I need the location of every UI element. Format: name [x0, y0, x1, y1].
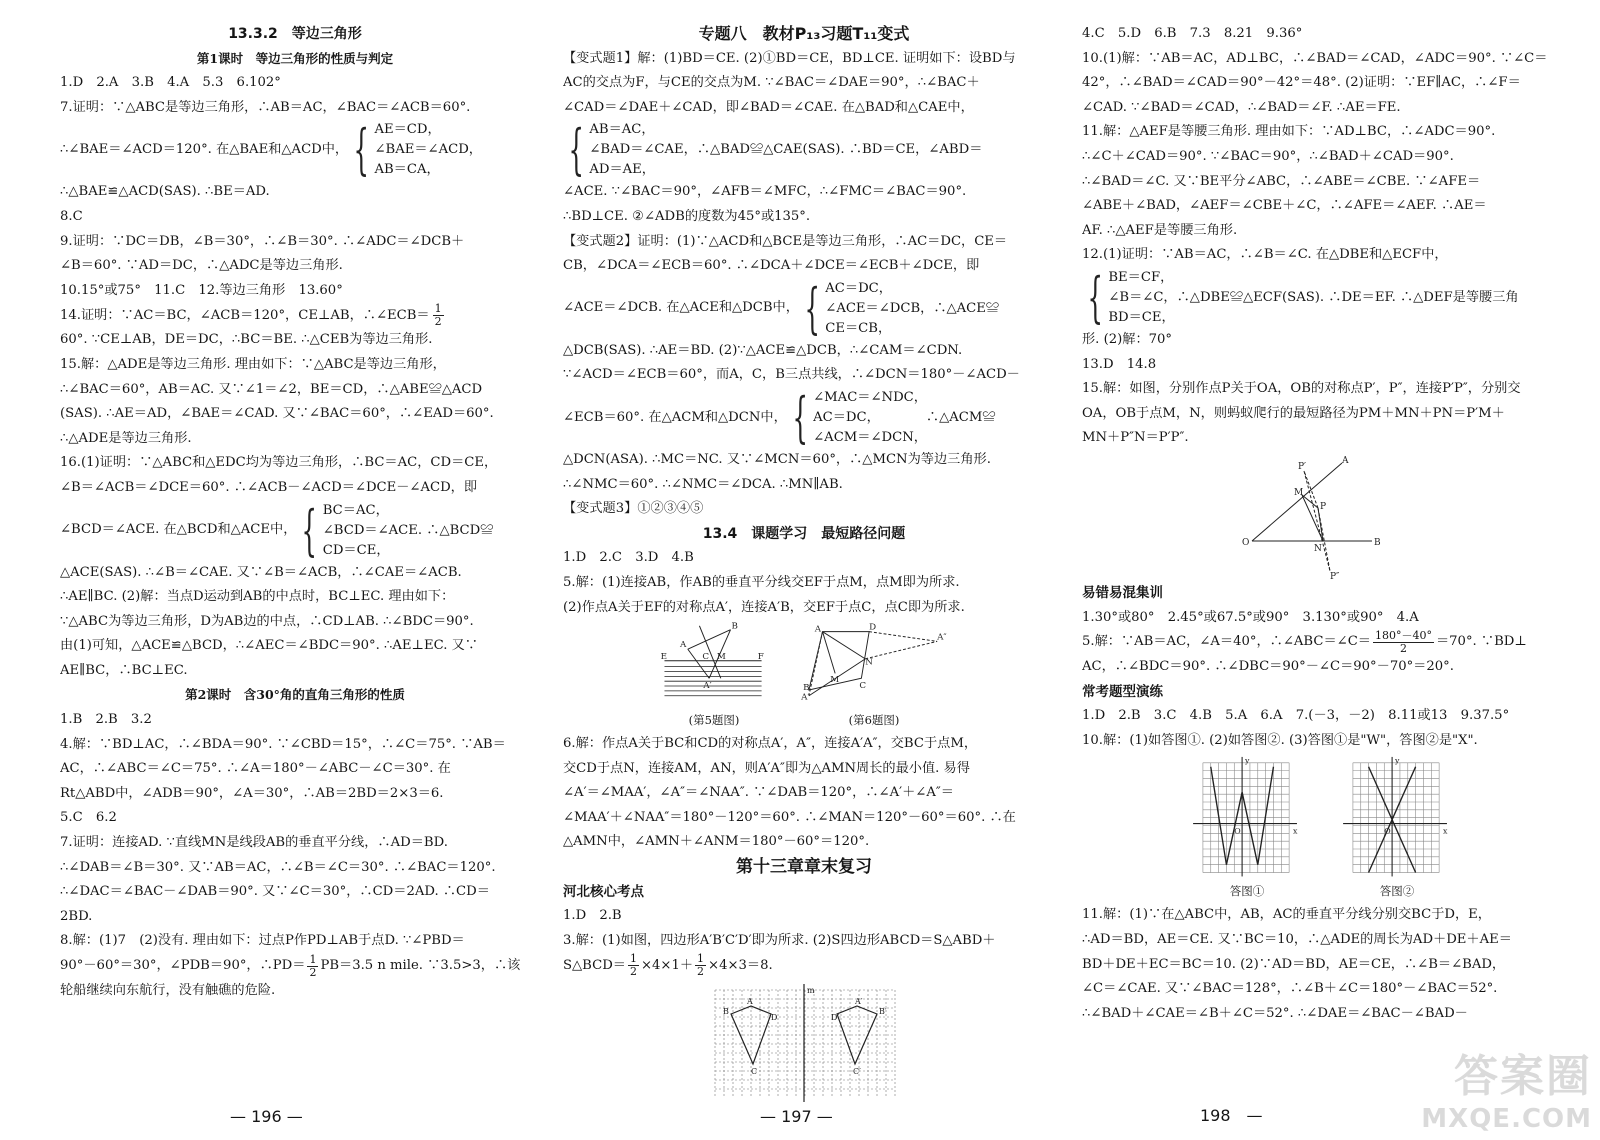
answer-line: ∴AE∥BC. (2)解：当点D运动到AB的中点时，BC⊥EC. 理由如下：	[60, 589, 455, 605]
brace-line: ∠B＝∠C，∴△DBE≌△ECF(SAS). ∴DE＝EF. ∴△DEF是等腰三角	[1108, 289, 1519, 305]
grid-figure	[563, 984, 1045, 1102]
answer-line: OA，OB于点M，N，则蚂蚁爬行的最短路径为PM＋MN＋PN＝P′M＋	[1082, 405, 1505, 421]
section-title: 13.4 课题学习 最短路径问题	[702, 525, 906, 542]
answer-line: 11.解：△AEF是等腰三角形. 理由如下：∵AD⊥BC，∴∠ADC＝90°.	[1082, 124, 1496, 140]
fraction-denominator: 2	[309, 966, 317, 979]
svg-text:O: O	[1234, 826, 1241, 836]
answer-text: 14.证明：∵AC＝BC，∠ACB＝120°，CE⊥AB，∴∠ECB＝	[60, 307, 430, 323]
fraction-denominator: 2	[629, 965, 637, 979]
answer-line: 【变式题3】①②③④⑤	[563, 501, 704, 517]
answer-line: AC，∴∠ABC＝∠C＝75°. ∴∠A＝180°－∠ABC－∠C＝30°. 在	[60, 761, 451, 777]
answer-line: ∴∠DAC＝∠BAC－∠DAB＝90°. 又∵∠C＝30°，∴CD＝2AD. ∴CD＝	[60, 884, 490, 900]
answer-line: 3.解：(1)如图，四边形A′B′C′D′即为所求. (2)S四边形ABCD＝S△ABD＋	[563, 932, 996, 948]
brace-symbol: {	[353, 118, 370, 182]
svg-text:D′: D′	[831, 1013, 840, 1023]
answer-line: 轮船继续向东航行，没有触礁的危险.	[60, 983, 276, 998]
answer-line: 2BD.	[60, 908, 93, 924]
brace-symbol: {	[792, 385, 808, 449]
answer-line: 8.解：(1)7 (2)没有. 理由如下：过点P作PD⊥AB于点D. ∵∠PBD＝	[60, 933, 465, 949]
answer-line: 【变式题2】证明：(1)∵△ACD和△BCE是等边三角形，∴AC＝DC，CE＝	[563, 233, 1008, 249]
answer-line: ∠ACE＝∠DCB. 在△ACE和△DCB中，	[563, 300, 799, 316]
brace-line: AC＝DC， ∴△ACM≌	[813, 409, 996, 425]
answer-text: 5.解：∵AB＝AC，∠A＝40°，∴∠ABC＝∠C＝	[1082, 634, 1371, 650]
answer-line: CB，∠DCA＝∠ECB＝60°. ∴∠DCA＋∠DCE＝∠ECB＋∠DCE，即	[563, 258, 980, 274]
answer-line: ∠B＝∠ACB＝∠DCE＝60°. ∴∠ACB－∠ACD＝∠DCE－∠ACD，即	[60, 479, 478, 495]
answer-line: (2)作点A关于EF的对称点A′，连接A′B，交EF于点C，点C即为所求.	[563, 599, 965, 615]
answer-line: ∴△BAE≌△ACD(SAS). ∴BE＝AD.	[60, 184, 270, 200]
brace-line: ∠ACE＝∠DCB，∴△ACE≌	[825, 300, 1000, 316]
answer-line: ∵△ABC为等边三角形，D为AB边的中点，∴CD⊥AB. ∴∠BDC＝90°.	[60, 613, 474, 629]
brace-condition-block	[563, 276, 1045, 340]
figure-6	[799, 620, 949, 732]
answer-line: 42°，∴∠BAD＝∠CAD＝90°－42°＝48°. (2)证明：∵EF∥AC，∴∠F＝	[1082, 75, 1521, 91]
brace-line: AB＝CA，	[374, 162, 440, 178]
answer-line: ∠ACE. ∵∠BAC＝90°，∠AFB＝∠MFC，∴∠FMC＝∠BAC＝90°.	[563, 184, 967, 200]
svg-text:C: C	[702, 651, 710, 662]
answer-line: AE∥BC，∴BC⊥EC.	[60, 662, 188, 678]
brace-line: AC＝DC，	[825, 280, 892, 296]
figure-caption: 答图②	[1379, 883, 1415, 898]
svg-text:A′: A′	[801, 692, 810, 703]
brace-symbol: {	[1087, 265, 1103, 329]
subsection-title: 易错易混集训	[1082, 584, 1163, 601]
answer-figure-1	[1192, 753, 1302, 903]
answer-line: ∠C＝∠CAE. 又∵∠BAC＝128°，∴∠B＋∠C＝180°－∠BAC＝52°.	[1082, 981, 1498, 997]
answer-line: 60°. ∵CE⊥AB，DE＝DC，∴BC＝BE. ∴△CEB为等边三角形.	[60, 332, 433, 348]
svg-text:D: D	[869, 622, 877, 633]
fraction-numerator: 1	[629, 953, 637, 966]
watermark-url: MXQE.COM	[1421, 1104, 1592, 1134]
brace-condition-block	[1082, 265, 1562, 329]
answer-line: 交CD于点N，连接AM，AN，则A′A″即为△AMN周长的最小值. 易得	[563, 760, 970, 776]
svg-text:F: F	[757, 651, 764, 662]
answer-line: ∠MAA′＋∠NAA″＝180°－120°＝60°. ∴∠MAN＝120°－60°＝60°. ∴在	[563, 809, 1016, 825]
answer-line: 4.C 5.D 6.B 7.3 8.21 9.36°	[1082, 26, 1303, 41]
answer-line	[60, 954, 530, 979]
answer-line: ∠CAD＝∠DAE＋∠CAD，即∠BAD＝∠CAE. 在△BAD和△CAE中，	[563, 99, 974, 115]
svg-text:O: O	[1384, 826, 1391, 836]
svg-text:y: y	[1395, 756, 1400, 766]
brace-condition-block	[60, 498, 530, 562]
fraction-denominator: 2	[434, 315, 442, 329]
quadrilateral-figure	[799, 620, 949, 707]
svg-text:x: x	[1293, 826, 1298, 836]
fraction	[1373, 630, 1434, 655]
brace-line: AB＝AC，	[589, 122, 655, 138]
answer-line: (SAS). ∴AE＝AD，∠BAE＝∠CAD. 又∵∠BAC＝60°，∴∠EAD＝60°.	[60, 406, 494, 422]
answer-line: 1.D 2.B	[563, 908, 622, 924]
column-page-196	[60, 22, 530, 1004]
brace-line: ∠BAE＝∠ACD，	[374, 142, 482, 158]
svg-text:A: A	[680, 640, 687, 651]
answer-line: 1.30°或80° 2.45°或67.5°或90° 3.130°或90° 4.A	[1082, 609, 1419, 625]
fraction	[628, 953, 639, 978]
answer-line: ∴△ADE是等边三角形.	[60, 430, 192, 446]
svg-text:P′: P′	[1298, 461, 1307, 472]
answer-line: AC的交点为F，与CE的交点为M. ∵∠BAC＝∠DAE＝90°，∴∠BAC＋	[563, 75, 980, 91]
coordinate-grid-x	[1342, 753, 1452, 878]
lesson-title: 第1课时 等边三角形的性质与判定	[196, 50, 394, 66]
answer-line: AF. ∴△AEF是等腰三角形.	[1082, 222, 1238, 238]
fraction-numerator: 1	[697, 953, 705, 966]
answer-line: ∴∠NMC＝60°. ∴∠NMC＝∠DCA. ∴MN∥AB.	[563, 476, 843, 492]
answer-line: 11.解：(1)∵在△ABC中，AB，AC的垂直平分线分别交BC于D，E，	[1082, 907, 1491, 923]
answer-line: △AMN中，∠AMN＋∠ANM＝180°－60°＝120°.	[563, 834, 870, 850]
answer-line: 1.D 2.B 3.C 4.B 5.A 6.A 7.(－3，－2) 8.11或13 9.37.5°	[1082, 708, 1510, 724]
brace-line: AE＝CD，	[374, 122, 441, 138]
svg-text:O: O	[1242, 537, 1250, 548]
svg-text:A′: A′	[855, 997, 863, 1007]
answer-line: 6.解：作点A关于BC和CD的对称点A′，A″，连接A′A″，交BC于点M，	[563, 736, 978, 752]
svg-text:B′: B′	[879, 1007, 887, 1017]
svg-text:P: P	[1320, 501, 1327, 512]
brace-line: AD＝AE，	[589, 162, 655, 178]
page-number: — 197 —	[760, 1107, 833, 1126]
answer-line: ∠A′＝∠MAA′，∠A″＝∠NAA″. ∵∠DAB＝120°，∴∠A′＋∠A″＝	[563, 785, 954, 801]
answer-line: ∠BCD＝∠ACE. 在△BCD和△ACE中，	[60, 522, 297, 538]
fraction-denominator: 2	[1399, 642, 1407, 656]
chapter-title: 第十三章章末复习	[736, 857, 872, 878]
answer-line: ∴∠C＋∠CAD＝90°. ∵∠BAC＝90°，∴∠BAD＋∠CAD＝90°.	[1082, 148, 1454, 164]
answer-text: ×4×3＝8.	[708, 957, 773, 973]
svg-text:B: B	[803, 683, 810, 694]
topic-title: 专题八 教材P₁₃习题T₁₁变式	[698, 24, 910, 43]
answer-line: 13.D 14.8	[1082, 356, 1157, 372]
answer-line	[1082, 630, 1562, 655]
answer-line	[563, 953, 1045, 978]
svg-text:B: B	[1374, 537, 1381, 548]
fraction	[695, 953, 706, 978]
brace-line: ∠BCD＝∠ACE. ∴△BCD≌	[322, 522, 494, 538]
answer-line: 7.证明：连接AD. ∵直线MN是线段AB的垂直平分线，∴AD＝BD.	[60, 835, 448, 851]
answer-text: 90°－60°＝30°，∠PDB＝90°，∴PD＝	[60, 958, 306, 974]
answer-line: 1.D 2.A 3.B 4.A 5.3 6.102°	[60, 75, 281, 91]
brace-symbol: {	[568, 118, 584, 182]
coordinate-grid-w	[1192, 753, 1302, 878]
answer-line: ∴∠BAE＝∠ACD＝120°. 在△BAE和△ACD中，	[60, 142, 349, 158]
svg-text:m: m	[807, 986, 815, 996]
subsection-title: 常考题型演练	[1082, 683, 1163, 700]
svg-text:N: N	[1314, 543, 1322, 554]
brace-line: ∠MAC＝∠NDC，	[813, 389, 927, 405]
answer-line: 8.C	[60, 208, 83, 224]
answer-line: 15.解：如图，分别作点P关于OA，OB的对称点P′，P″，连接P′P″，分别交	[1082, 381, 1521, 397]
column-page-198	[1082, 22, 1562, 1026]
answer-text: ×4×1＋	[640, 957, 694, 973]
answer-line: ∠ECB＝60°. 在△ACM和△DCN中，	[563, 409, 787, 425]
svg-text:B: B	[723, 1007, 729, 1017]
answer-line: 12.(1)证明：∵AB＝AC，∴∠B＝∠C. 在△DBE和△ECF中，	[1082, 247, 1448, 263]
subsection-title: 河北核心考点	[563, 883, 644, 900]
page-number: — 196 —	[230, 1107, 303, 1126]
svg-text:C′: C′	[853, 1067, 861, 1077]
brace-line: ∠BAD＝∠CAE，∴△BAD≌△CAE(SAS). ∴BD＝CE，∠ABD＝	[589, 142, 983, 158]
fraction-denominator: 2	[697, 965, 705, 979]
answer-line: 10.解：(1)如答图①. (2)如答图②. (3)答图①是"W"，答图②是"X".	[1082, 732, 1478, 748]
answer-line: 1.D 2.C 3.D 4.B	[563, 550, 694, 566]
river-figure	[659, 620, 769, 707]
answer-line: 15.解：△ADE是等边三角形. 理由如下：∵△ABC是等边三角形，	[60, 356, 446, 372]
watermark-logo	[1421, 1040, 1592, 1134]
brace-line: CD＝CE，	[322, 542, 390, 558]
answer-line: △DCN(ASA). ∴MC＝NC. 又∵∠MCN＝60°，∴△MCN为等边三角形.	[563, 451, 991, 467]
answer-line: ∴∠BAC＝60°，AB＝AC. 又∵∠1＝∠2，BE＝CD，∴△ABE≌△ACD	[60, 381, 483, 397]
svg-text:C: C	[859, 681, 867, 692]
brace-line: CE＝CB，	[825, 320, 892, 336]
answer-line: 10.(1)解：∵AB＝AC，AD⊥BC，∴∠BAD＝∠CAD，∠ADC＝90°. ∵∠C＝	[1082, 50, 1548, 66]
answer-figure-row	[1082, 753, 1562, 903]
answer-line: 4.解：∵BD⊥AC，∴∠BDA＝90°. ∵∠CBD＝15°，∴∠C＝75°. ∵AB＝	[60, 736, 506, 752]
svg-text:M: M	[716, 651, 726, 662]
fraction-numerator: 1	[434, 303, 442, 316]
section-title: 13.3.2 等边三角形	[228, 26, 362, 42]
answer-line: 16.(1)证明：∵△ABC和△EDC均为等边三角形，∴BC＝AC，CD＝CE，	[60, 455, 498, 471]
fraction-numerator: 180°－40°	[1374, 630, 1432, 643]
answer-text: PB＝3.5 n mile. ∵3.5>3，∴该	[320, 958, 521, 974]
svg-text:M: M	[1294, 487, 1304, 498]
answer-line: MN＋P″N＝P′P″.	[1082, 430, 1189, 446]
figure-row	[563, 620, 1045, 732]
answer-line: ∠ABE＋∠BAD，∠AEF＝∠CBE＋∠C，∴∠AFE＝∠AEF. ∴AE＝	[1082, 198, 1487, 214]
answer-line: ∴AD＝BD，AE＝CE. 又∵BC＝10，∴△ADE的周长为AD＋DE＋AE＝	[1082, 932, 1512, 948]
answer-line: △DCB(SAS). ∴AE＝BD. (2)∵△ACE≌△DCB，∴∠CAM＝∠CDN.	[563, 342, 963, 358]
brace-symbol: {	[301, 498, 318, 562]
answer-line: Rt△ABD中，∠ADB＝90°，∠A＝30°，∴AB＝2BD＝2×3＝6.	[60, 785, 444, 801]
svg-text:A: A	[814, 624, 822, 635]
svg-text:B: B	[731, 621, 738, 632]
figure-caption: (第5题图)	[688, 712, 740, 727]
answer-line: 5.C 6.2	[60, 810, 117, 826]
answer-line: ∴∠DAB＝∠B＝30°. 又∵AB＝AC，∴∠B＝∠C＝30°. ∴∠BAC＝120°.	[60, 859, 496, 875]
svg-text:A′: A′	[703, 681, 712, 692]
figure-caption: 答图①	[1229, 883, 1265, 898]
answer-line: 由(1)可知，△ACE≌△BCD，∴∠AEC＝∠BDC＝90°. ∴AE⊥EC. 又∵	[60, 638, 478, 654]
answer-line: 【变式题1】解：(1)BD＝CE. (2)①BD＝CE，BD⊥CE. 证明如下：设BD与	[563, 50, 1016, 66]
answer-line: ∠B＝60°. ∵AD＝DC，∴△ADC是等边三角形.	[60, 258, 343, 274]
page-number: 198 —	[1200, 1106, 1263, 1125]
brace-line: ∠ACM＝∠DCN，	[813, 429, 927, 445]
svg-text:A: A	[1342, 455, 1349, 466]
svg-text:C: C	[751, 1067, 758, 1077]
answer-line: ∴∠BAD＝∠C. 又∵BE平分∠ABC，∴∠ABE＝∠CBE. ∵∠AFE＝	[1082, 173, 1481, 189]
figure-caption: (第6题图)	[848, 712, 900, 727]
svg-text:x: x	[1443, 826, 1448, 836]
answer-line: BD＋DE＋EC＝BC＝10. (2)∵AD＝BD，AE＝CE，∴∠B＝∠BAD，	[1082, 956, 1506, 972]
angle-figure	[1082, 451, 1562, 581]
answer-figure-2	[1342, 753, 1452, 903]
brace-line: BC＝AC，	[322, 502, 389, 518]
column-page-197	[563, 22, 1045, 1102]
watermark-text: 答案圈	[1454, 1051, 1592, 1102]
answer-line: △ACE(SAS). ∴∠B＝∠CAE. 又∵∠B＝∠ACB，∴∠CAE＝∠ACB.	[60, 564, 462, 580]
brace-condition-block	[563, 385, 1045, 449]
answer-text: S△BCD＝	[563, 957, 626, 973]
symmetry-grid-figure	[709, 984, 899, 1102]
brace-line: BE＝CF，	[1108, 269, 1174, 285]
svg-text:A″: A″	[937, 632, 947, 643]
svg-text:E: E	[660, 651, 667, 662]
shortest-path-figure	[1222, 451, 1422, 581]
figure-5	[659, 620, 769, 732]
answer-line: AC，∴∠BDC＝90°. ∴∠DBC＝90°－∠C＝90°－70°＝20°.	[1082, 659, 1454, 675]
brace-symbol: {	[804, 276, 820, 340]
answer-line: ∴BD⊥CE. ②∠ADB的度数为45°或135°.	[563, 208, 811, 224]
answer-line: 7.证明：∵△ABC是等边三角形，∴AB＝AC，∠BAC＝∠ACB＝60°.	[60, 99, 471, 115]
brace-condition-block	[563, 120, 1045, 180]
answer-line: 10.15°或75° 11.C 12.等边三角形 13.60°	[60, 282, 343, 298]
answer-line: ∵∠ACD＝∠ECB＝60°，而A，C，B三点共线，∴∠DCN＝180°－∠ACD－	[563, 367, 1020, 383]
answer-line: ∠CAD. ∵∠BAD＝∠CAD，∴∠BAD＝∠F. ∴AE＝FE.	[1082, 99, 1401, 115]
svg-text:P″: P″	[1330, 571, 1340, 581]
svg-text:M: M	[830, 675, 840, 686]
fraction	[307, 954, 318, 979]
fraction-numerator: 1	[309, 954, 317, 966]
answer-line: 1.B 2.B 3.2	[60, 712, 152, 728]
svg-text:N: N	[865, 657, 873, 668]
fraction	[433, 303, 444, 328]
answer-line	[60, 303, 530, 328]
brace-condition-block	[60, 120, 530, 180]
svg-text:A: A	[747, 997, 753, 1007]
lesson-title: 第2课时 含30°角的直角三角形的性质	[185, 687, 405, 703]
answer-text: ＝70°. ∵BD⊥	[1435, 634, 1527, 650]
svg-text:y: y	[1245, 756, 1250, 766]
answer-line: 5.解：(1)连接AB，作AB的垂直平分线交EF于点M，点M即为所求.	[563, 574, 960, 590]
answer-line: ∴∠BAD＋∠CAE＝∠B＋∠C＝52°. ∴∠DAE＝∠BAC－∠BAD－	[1082, 1005, 1468, 1021]
svg-text:D: D	[771, 1013, 778, 1023]
answer-line: 形. (2)解：70°	[1082, 331, 1173, 347]
answer-line: 9.证明：∵DC＝DB，∠B＝30°，∴∠B＝30°. ∴∠ADC＝∠DCB＋	[60, 233, 465, 249]
brace-line: BD＝CE，	[1108, 309, 1175, 325]
